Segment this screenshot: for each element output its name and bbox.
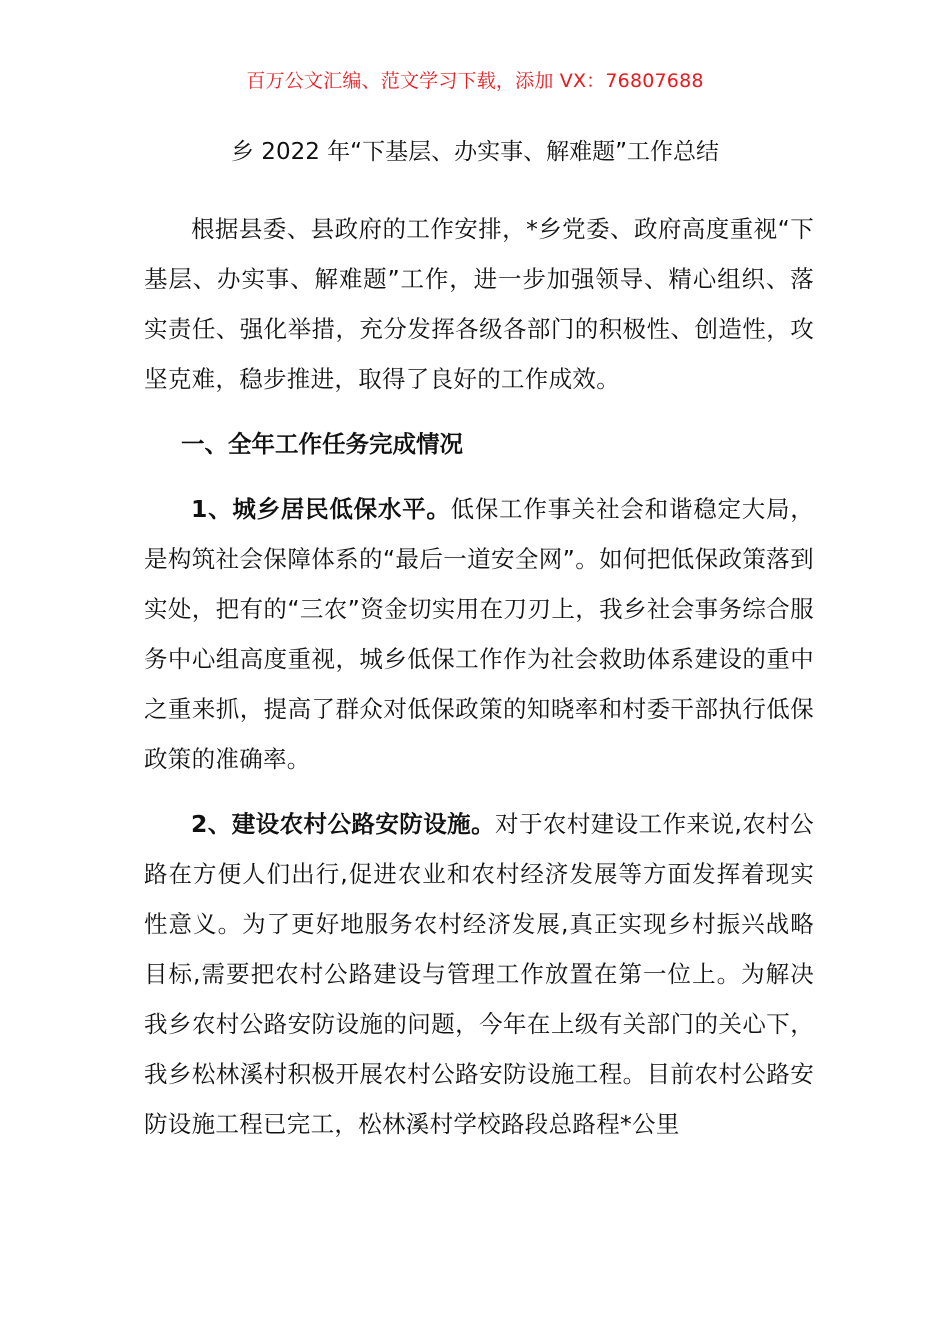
item-text-2: 对于农村建设工作来说,农村公路在方便人们出行,促进农业和农村经济发展等方面发挥着现实性意义。为了更好地服务农村经济发展,真正实现乡村振兴战略目标,需要把农村公路建设与管理工作放置在第一位上。为解决我乡农村公路安防设施的问题，今年在上级有关部门的关心下，我乡松林溪村积极开展农村公路安防设施工程。目前农村公路安防设施工程已完工，松林溪村学校路段总路程*公里 <box>144 810 814 1138</box>
watermark-banner: 百万公文汇编、范文学习下载，添加 VX：76807688 <box>246 70 704 92</box>
section-heading: 一、全年工作任务完成情况 <box>181 430 463 458</box>
item-lead-2: 2、建设农村公路安防设施。 <box>191 810 496 838</box>
document-body <box>144 204 814 1149</box>
item-text-1: 低保工作事关社会和谐稳定大局，是构筑社会保障体系的“最后一道安全网”。如何把低保政策落到实处，把有的“三农”资金切实用在刀刃上，我乡社会事务综合服务中心组高度重视，城乡低保工作作为社会救助体系建设的重中之重来抓，提高了群众对低保政策的知晓率和村委干部执行低保政策的准确率。 <box>144 495 815 773</box>
intro-paragraph: 根据县委、县政府的工作安排，*乡党委、政府高度重视“下基层、办实事、解难题”工作，进一步加强领导、精心组织、落实责任、强化举措，充分发挥各级各部门的积极性、创造性，攻坚克难，稳步推进，取得了良好的工作成效。 <box>144 215 814 393</box>
item-lead-1: 1、城乡居民低保水平。 <box>191 495 451 523</box>
document-title: 乡 2022 年“下基层、办实事、解难题”工作总结 <box>231 139 719 165</box>
item-paragraph-1 <box>144 484 814 784</box>
item-paragraph-2 <box>144 799 814 1149</box>
